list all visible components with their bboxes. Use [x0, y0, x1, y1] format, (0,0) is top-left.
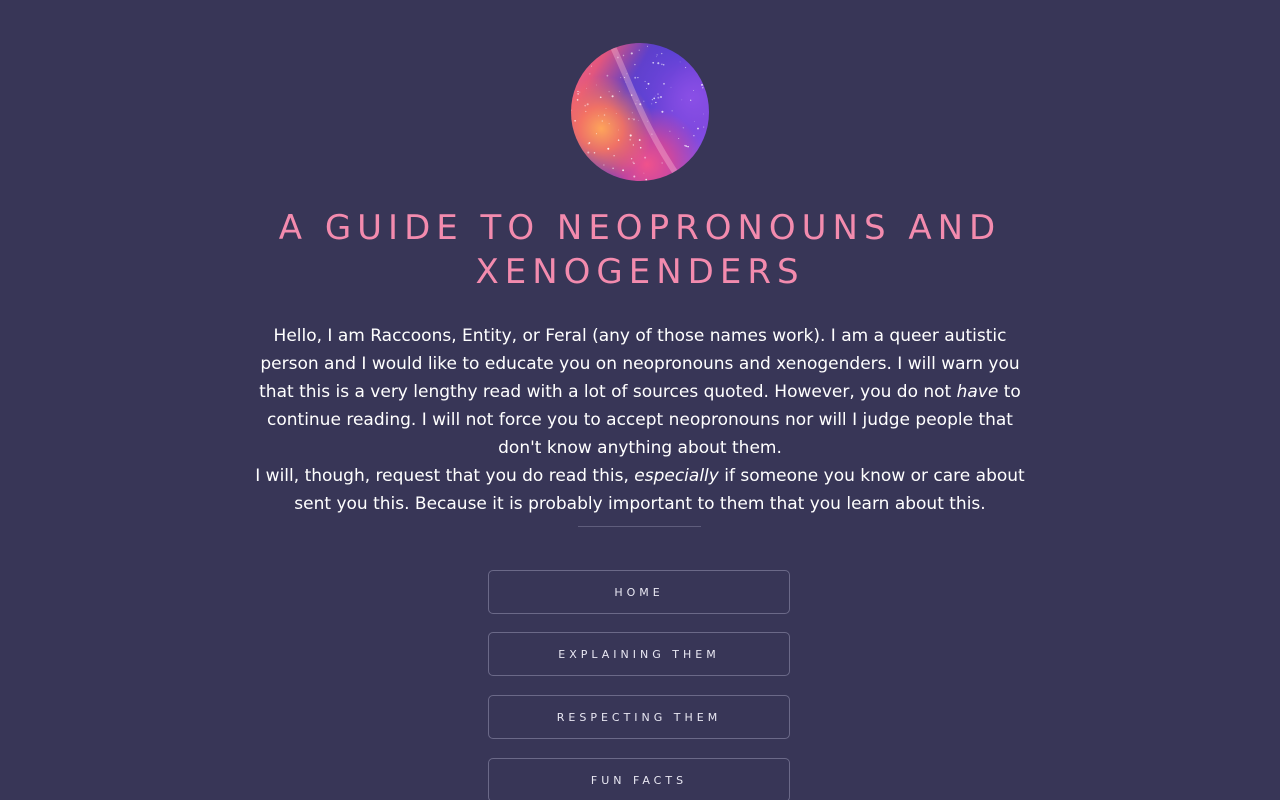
nav-button-explaining-them[interactable]: EXPLAINING THEM — [488, 632, 790, 676]
sparkle-overlay — [571, 43, 709, 181]
intro-paragraph-2: I will, though, request that you do read this, especially if someone you know or care about sent you this. Because it is probably important to them that you learn about this. — [255, 466, 1025, 514]
nav-button-home[interactable]: HOME — [488, 570, 790, 614]
intro-text — [255, 322, 1025, 518]
nav-button-respecting-them[interactable]: RESPECTING THEM — [488, 695, 790, 739]
nav-button-fun-facts[interactable]: FUN FACTS — [488, 758, 790, 800]
emphasis-have: have — [956, 382, 999, 402]
page-title: A GUIDE TO NEOPRONOUNS AND XENOGENDERS — [278, 208, 1002, 292]
galaxy-avatar-image — [571, 43, 709, 181]
intro-paragraph-1: Hello, I am Raccoons, Entity, or Feral (any of those names work). I am a queer autistic person and I would like to educate you on neopronouns and xenogenders. I will warn you that this is a very lengthy read with a lot of sources quoted. However, you do not have to continue reading. I will not force you to accept neopronouns nor will I judge people that don't know anything about them. — [259, 326, 1021, 458]
divider — [578, 526, 701, 527]
emphasis-especially: especially — [634, 466, 719, 486]
